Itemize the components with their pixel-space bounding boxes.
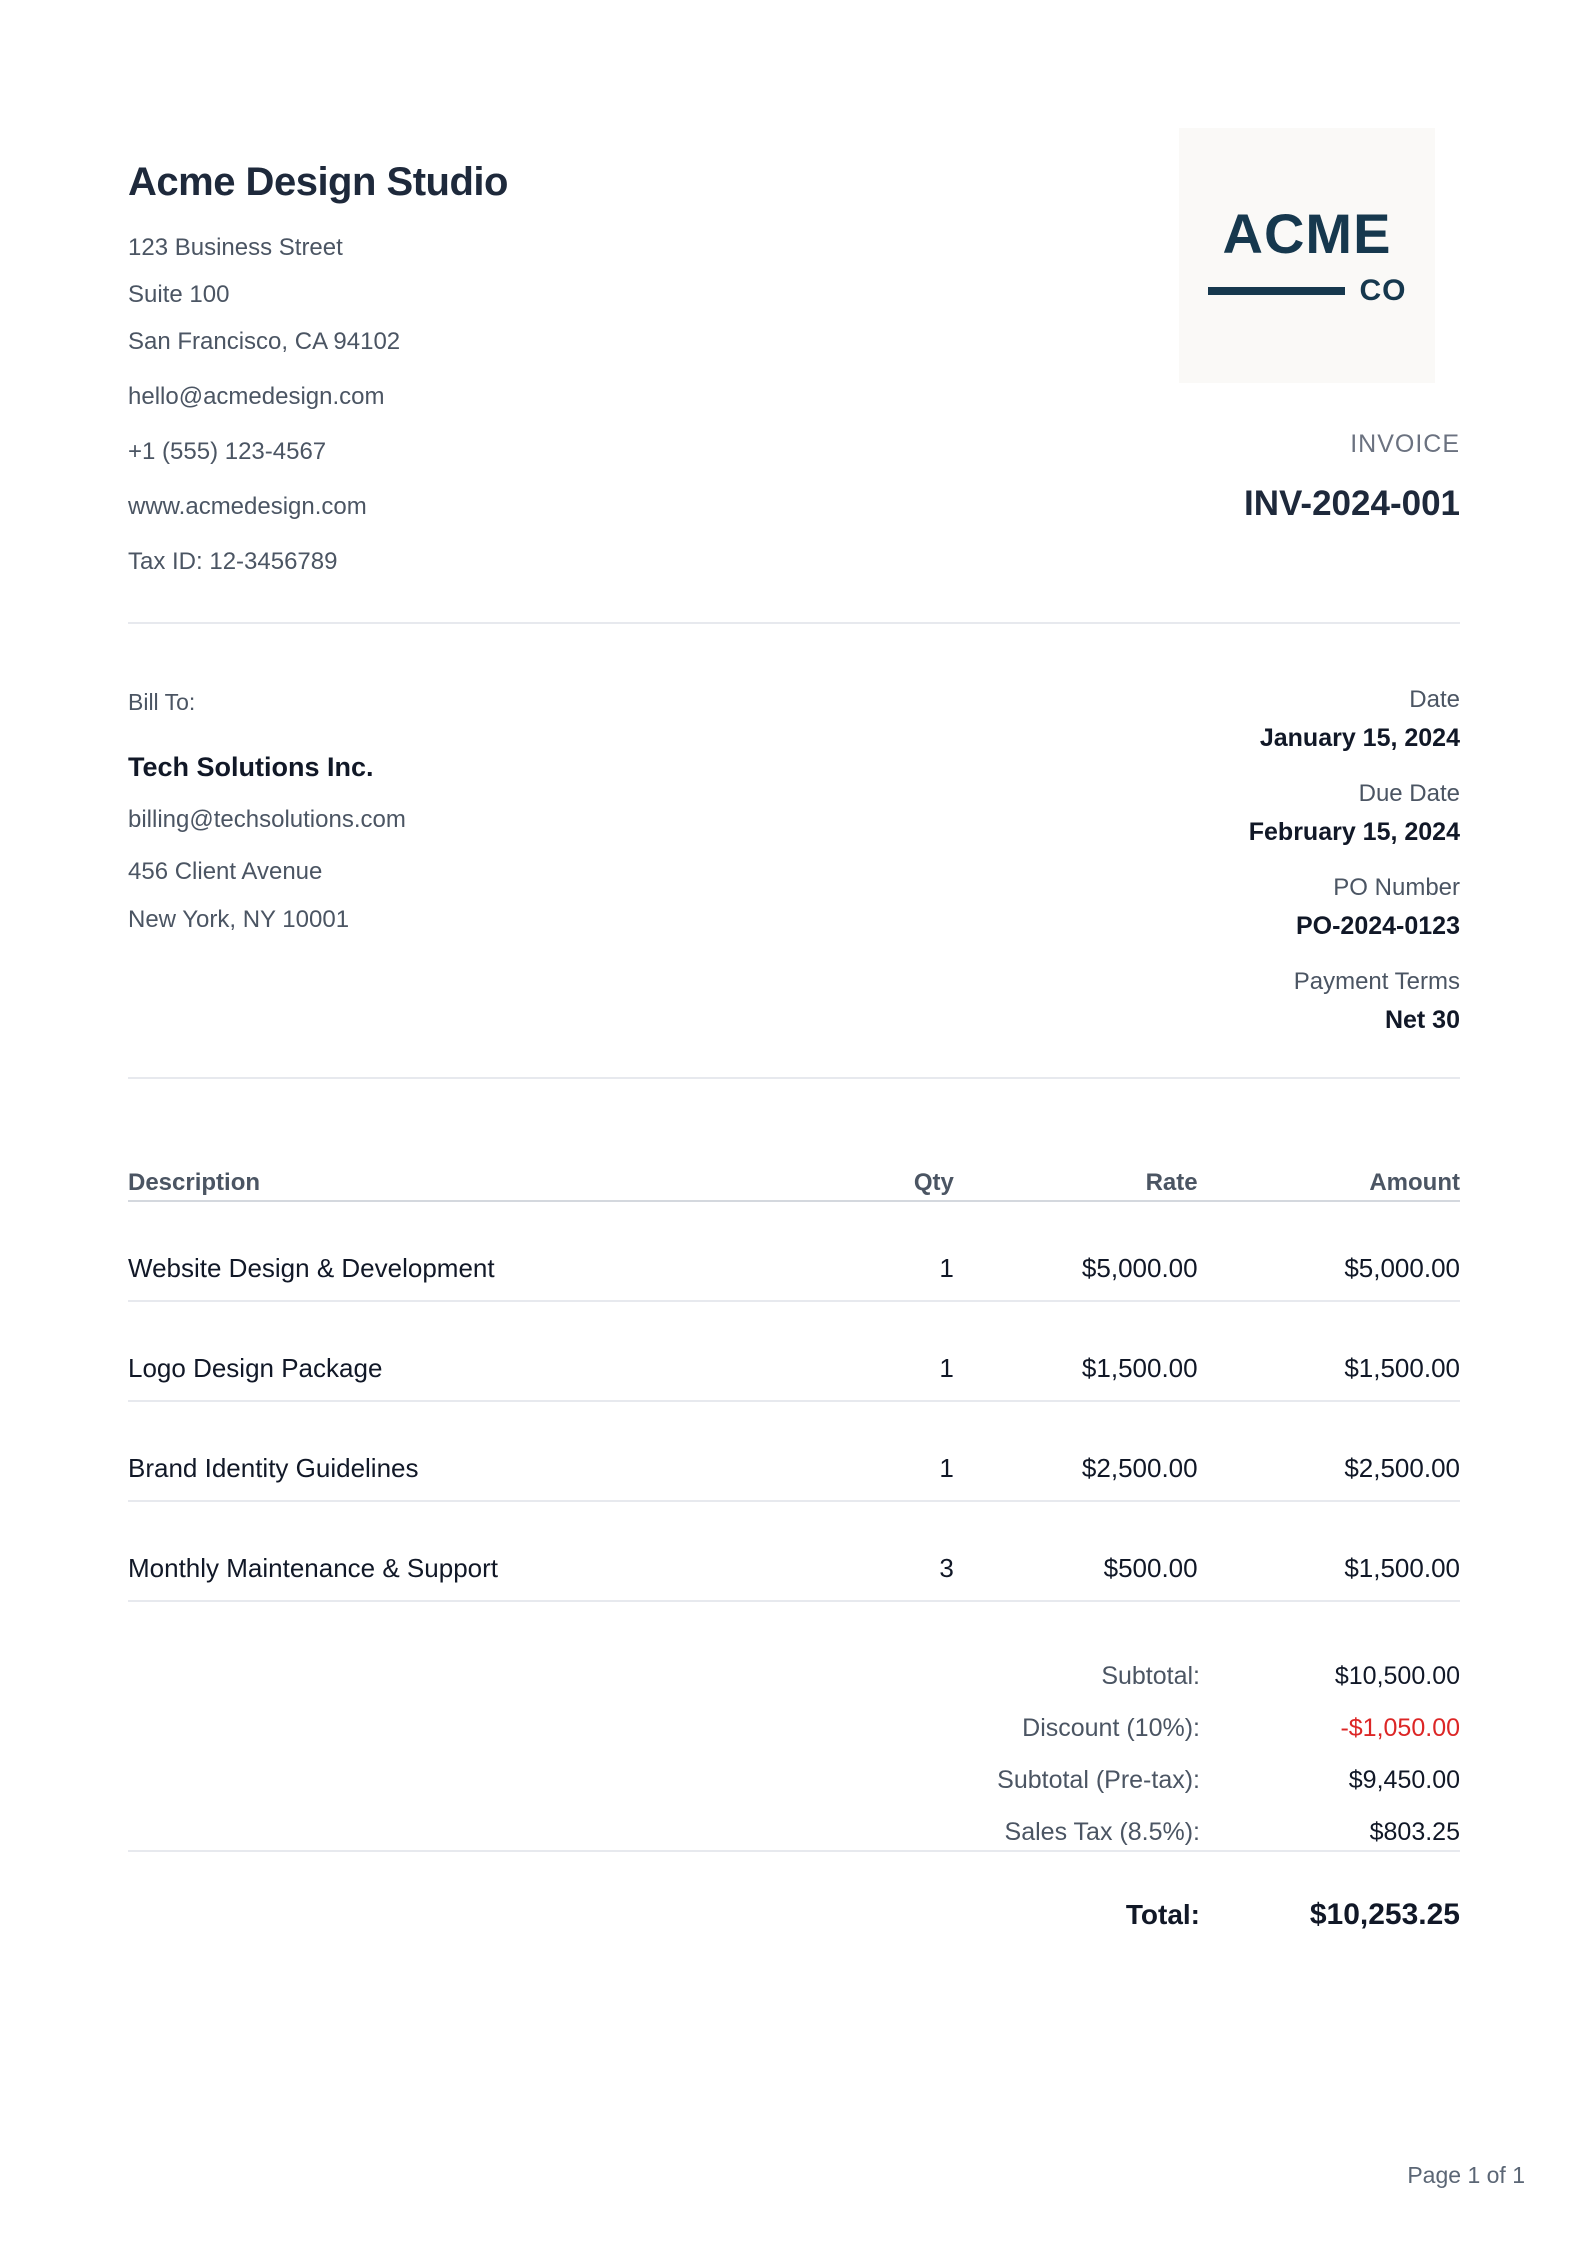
- bill-to-label: Bill To:: [128, 689, 196, 715]
- totals-row-subtotal: [820, 1650, 1460, 1702]
- totals-label: Subtotal:: [1101, 1661, 1200, 1690]
- item-amount: $5,000.00: [1198, 1201, 1460, 1301]
- header-rate: Rate: [954, 1170, 1198, 1201]
- item-amount: $1,500.00: [1198, 1501, 1460, 1601]
- invoice-meta: [1249, 685, 1460, 1061]
- item-qty: 3: [794, 1501, 954, 1601]
- totals-value: $803.25: [1369, 1817, 1460, 1846]
- totals-value: $10,500.00: [1334, 1661, 1460, 1690]
- header-qty: Qty: [794, 1170, 954, 1201]
- section-divider: [128, 622, 1460, 624]
- total-divider: [128, 1850, 1460, 1852]
- company-address-line: Suite 100: [128, 281, 230, 308]
- totals-value: $9,450.00: [1348, 1765, 1460, 1794]
- totals-row-discount: [820, 1702, 1460, 1754]
- grand-total-value: $10,253.25: [1309, 1898, 1460, 1931]
- company-address-line: San Francisco, CA 94102: [128, 328, 401, 355]
- meta-value: PO-2024-0123: [1295, 912, 1460, 940]
- item-rate: $500.00: [954, 1501, 1198, 1601]
- item-description: Logo Design Package: [128, 1301, 794, 1401]
- company-website: www.acmedesign.com: [128, 493, 367, 520]
- item-amount: $1,500.00: [1198, 1301, 1460, 1401]
- table-row: [128, 1301, 1460, 1401]
- header-description: Description: [128, 1170, 794, 1201]
- company-contact: [128, 224, 508, 585]
- item-qty: 1: [794, 1201, 954, 1301]
- item-rate: $1,500.00: [954, 1301, 1198, 1401]
- invoice-title-block: [1244, 428, 1460, 526]
- item-rate: $5,000.00: [954, 1201, 1198, 1301]
- table-row: [128, 1501, 1460, 1601]
- logo-underline: [1208, 287, 1345, 295]
- section-divider: [128, 1077, 1460, 1079]
- logo-subtext: CO: [1359, 273, 1407, 307]
- meta-label: PO Number: [1333, 874, 1460, 901]
- company-phone: +1 (555) 123-4567: [128, 438, 327, 465]
- client-email: billing@techsolutions.com: [128, 806, 406, 833]
- meta-value: February 15, 2024: [1248, 818, 1460, 846]
- table-row: [128, 1201, 1460, 1301]
- client-city: New York, NY 10001: [128, 906, 350, 933]
- company-logo: [1179, 128, 1435, 383]
- table-row: [128, 1401, 1460, 1501]
- totals-label: Sales Tax (8.5%):: [1004, 1817, 1200, 1846]
- totals-row-pretax: [820, 1754, 1460, 1806]
- logo-underline-row: [1208, 273, 1407, 307]
- company-name: Acme Design Studio: [128, 160, 508, 204]
- item-amount: $2,500.00: [1198, 1401, 1460, 1501]
- meta-row-due-date: [1249, 779, 1460, 849]
- meta-label: Payment Terms: [1293, 968, 1460, 995]
- header-amount: Amount: [1198, 1170, 1460, 1201]
- page-indicator: Page 1 of 1: [1407, 2162, 1525, 2188]
- meta-label: Date: [1409, 686, 1460, 713]
- item-qty: 1: [794, 1401, 954, 1501]
- meta-value: January 15, 2024: [1259, 724, 1460, 752]
- totals-label: Discount (10%):: [1022, 1713, 1200, 1742]
- table-header-row: [128, 1170, 1460, 1201]
- client-address: 456 Client Avenue: [128, 858, 323, 885]
- item-description: Monthly Maintenance & Support: [128, 1501, 794, 1601]
- item-qty: 1: [794, 1301, 954, 1401]
- logo-wordmark: ACME: [1222, 201, 1392, 265]
- meta-label: Due Date: [1358, 780, 1460, 807]
- grand-total-row: [820, 1898, 1460, 1958]
- totals-label: Subtotal (Pre-tax):: [997, 1765, 1200, 1794]
- company-address-line: 123 Business Street: [128, 234, 343, 261]
- item-description: Brand Identity Guidelines: [128, 1401, 794, 1501]
- meta-row-payment-terms: [1249, 967, 1460, 1037]
- invoice-number: INV-2024-001: [1244, 484, 1460, 523]
- totals-section: [820, 1650, 1460, 1858]
- meta-row-po-number: [1249, 873, 1460, 943]
- totals-value-discount: -$1,050.00: [1340, 1713, 1460, 1742]
- bill-to-section: [128, 688, 406, 936]
- line-items-table: [128, 1170, 1460, 1602]
- item-rate: $2,500.00: [954, 1401, 1198, 1501]
- meta-value: Net 30: [1384, 1006, 1460, 1034]
- company-email: hello@acmedesign.com: [128, 383, 385, 410]
- invoice-label: INVOICE: [1350, 430, 1460, 458]
- meta-row-date: [1249, 685, 1460, 755]
- company-tax-id: Tax ID: 12-3456789: [128, 548, 338, 575]
- company-header: [128, 158, 508, 585]
- client-name: Tech Solutions Inc.: [128, 752, 374, 782]
- company-address: [128, 224, 508, 365]
- item-description: Website Design & Development: [128, 1201, 794, 1301]
- grand-total-label: Total:: [1125, 1899, 1200, 1930]
